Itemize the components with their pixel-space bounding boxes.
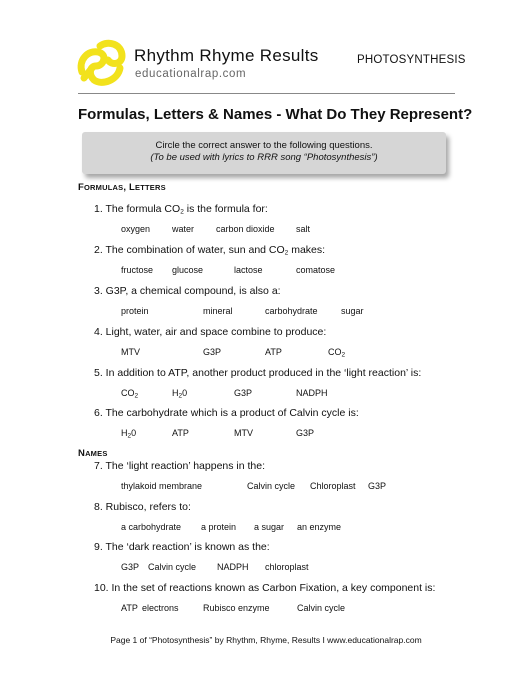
q5-option-2[interactable]: $H_20$ xyxy=(172,388,188,400)
q8-option-4[interactable]: an enzyme xyxy=(297,522,342,532)
q3-option-1[interactable]: protein xyxy=(121,306,149,316)
q1-option-1[interactable]: oxygen xyxy=(121,224,151,234)
q9-option-4[interactable]: chloroplast xyxy=(265,562,309,572)
q7-option-2[interactable]: Calvin cycle xyxy=(247,481,296,491)
rrr-logo xyxy=(74,38,128,88)
section-heading-names: NAMES xyxy=(78,448,108,459)
q7-option-4[interactable]: G3P xyxy=(368,481,387,491)
q2-option-2[interactable]: glucose xyxy=(172,265,204,275)
question-1: 1. The formula $CO_2$ is the formula for: xyxy=(94,203,268,216)
q5-option-3[interactable]: G3P xyxy=(234,388,253,398)
q5-option-4[interactable]: NADPH xyxy=(296,388,328,398)
q1-option-4[interactable]: salt xyxy=(296,224,311,234)
q10-option-1[interactable]: ATP xyxy=(121,603,138,613)
q3-option-3[interactable]: carbohydrate xyxy=(265,306,318,316)
question-2: 2. The combination of water, sun and $CO_2$ makes: xyxy=(94,244,326,257)
page-title: Formulas, Letters & Names - What Do They Represent? xyxy=(78,106,473,123)
topic-label: PHOTOSYNTHESIS xyxy=(357,54,466,66)
q6-option-2[interactable]: ATP xyxy=(172,428,189,438)
question-5: 5. In addition to ATP, another product produced in the ‘light reaction’ is: xyxy=(94,367,422,379)
q8-option-3[interactable]: a sugar xyxy=(254,522,285,532)
brand-title: Rhythm Rhyme Results xyxy=(134,46,319,65)
q9-option-1[interactable]: G3P xyxy=(121,562,140,572)
q4-option-3[interactable]: ATP xyxy=(265,347,282,357)
q6-option-3[interactable]: MTV xyxy=(234,428,253,438)
instructions-line-2: (To be used with lyrics to RRR song “Photosynthesis”) xyxy=(150,152,378,163)
header-divider xyxy=(78,93,455,94)
q8-option-1[interactable]: a carbohydrate xyxy=(121,522,182,532)
question-10: 10. In the set of reactions known as Carbon Fixation, a key component is: xyxy=(94,582,436,594)
q10-option-2[interactable]: electrons xyxy=(142,603,179,613)
q10-option-4[interactable]: Calvin cycle xyxy=(297,603,346,613)
q2-option-1[interactable]: fructose xyxy=(121,265,154,275)
q2-option-3[interactable]: lactose xyxy=(234,265,263,275)
question-4: 4. Light, water, air and space combine to produce: xyxy=(94,326,327,338)
brand-url: educationalrap.com xyxy=(135,68,247,80)
instructions-box xyxy=(82,132,446,174)
instructions-line-1: Circle the correct answer to the following questions. xyxy=(155,140,373,151)
q6-option-4[interactable]: G3P xyxy=(296,428,315,438)
q4-option-1[interactable]: MTV xyxy=(121,347,140,357)
q1-option-3[interactable]: carbon dioxide xyxy=(216,224,275,234)
q10-option-3[interactable]: Rubisco enzyme xyxy=(203,603,270,613)
question-3: 3. G3P, a chemical compound, is also a: xyxy=(94,285,281,297)
q6-option-1[interactable]: $H_20$ xyxy=(121,428,137,440)
q7-option-3[interactable]: Chloroplast xyxy=(310,481,356,491)
q2-option-4[interactable]: comatose xyxy=(296,265,336,275)
q9-option-2[interactable]: Calvin cycle xyxy=(148,562,197,572)
question-7: 7. The ‘light reaction’ happens in the: xyxy=(94,460,266,472)
q4-option-2[interactable]: G3P xyxy=(203,347,222,357)
q3-option-4[interactable]: sugar xyxy=(341,306,364,316)
question-9: 9. The ‘dark reaction’ is known as the: xyxy=(94,541,270,553)
q4-option-4[interactable]: $CO_2$ xyxy=(328,347,346,359)
q7-option-1[interactable]: thylakoid membrane xyxy=(121,481,203,491)
question-6: 6. The carbohydrate which is a product of Calvin cycle is: xyxy=(94,407,359,419)
q8-option-2[interactable]: a protein xyxy=(201,522,237,532)
q3-option-2[interactable]: mineral xyxy=(203,306,233,316)
q1-option-2[interactable]: water xyxy=(172,224,195,234)
page-footer: Page 1 of “Photosynthesis” by Rhythm, Rhyme, Results I www.educationalrap.com xyxy=(110,635,422,645)
section-heading-formulas-letters: FORMULAS, LETTERS xyxy=(78,182,166,193)
question-8: 8. Rubisco, refers to: xyxy=(94,501,191,513)
q5-option-1[interactable]: $CO_2$ xyxy=(121,388,139,400)
q9-option-3[interactable]: NADPH xyxy=(217,562,249,572)
